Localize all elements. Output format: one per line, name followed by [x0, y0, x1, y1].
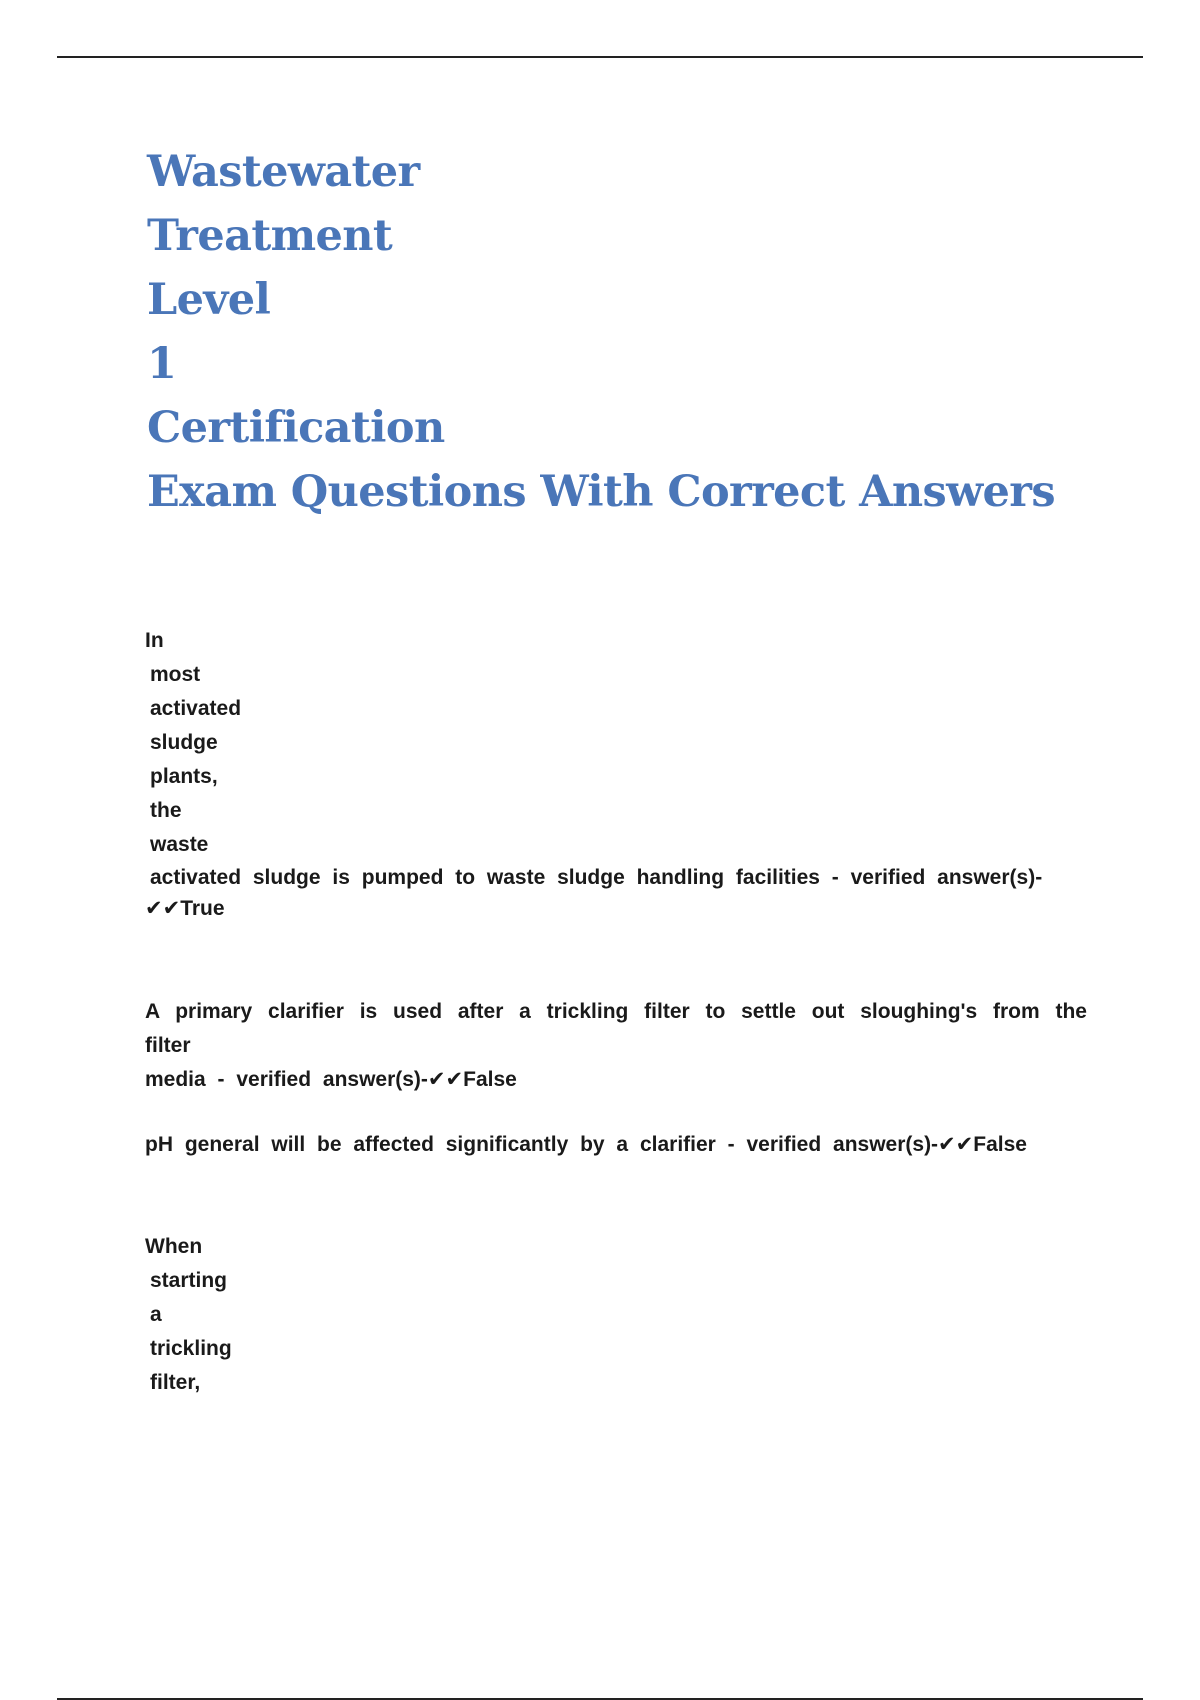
question-word: When [145, 1235, 203, 1258]
question-word: a [150, 1303, 162, 1326]
question-line: media - verified answer(s)-✔✔False [145, 1068, 517, 1091]
question-word: In [145, 629, 164, 652]
question-item [145, 995, 1087, 1097]
question-word: filter, [150, 1371, 201, 1394]
question-text-stacked [145, 624, 1087, 862]
title-line: Treatment [147, 211, 393, 261]
question-line: pH general will be affected significantly by a clarifier - verified answer(s)-✔✔False [145, 1133, 1027, 1156]
title-line: Certification [147, 403, 445, 453]
question-word: activated [150, 697, 242, 720]
question-item [145, 1230, 1087, 1400]
title-line: Level [147, 275, 271, 325]
question-word: trickling [150, 1337, 232, 1360]
question-item [145, 1128, 1087, 1162]
title-line: Exam Questions With Correct Answers [147, 467, 1055, 517]
answer-text: ✔✔True [145, 897, 225, 920]
question-word: sludge [150, 731, 218, 754]
document-title [147, 140, 1147, 524]
question-word: waste [150, 833, 209, 856]
title-line: 1 [147, 339, 177, 389]
question-word: plants, [150, 765, 218, 788]
question-line: A primary clarifier is used after a trickling filter to settle out sloughing's from the filter [145, 1000, 1087, 1057]
question-word: starting [150, 1269, 228, 1292]
question-text-tail: activated sludge is pumped to waste sludge handling facilities - verified answer(s)- [150, 866, 1043, 889]
question-word: most [150, 663, 201, 686]
question-word: the [150, 799, 182, 822]
question-text-stacked [145, 1230, 1087, 1400]
title-line: Wastewater [147, 147, 420, 197]
question-item [145, 624, 1087, 924]
header-rule [57, 56, 1143, 58]
